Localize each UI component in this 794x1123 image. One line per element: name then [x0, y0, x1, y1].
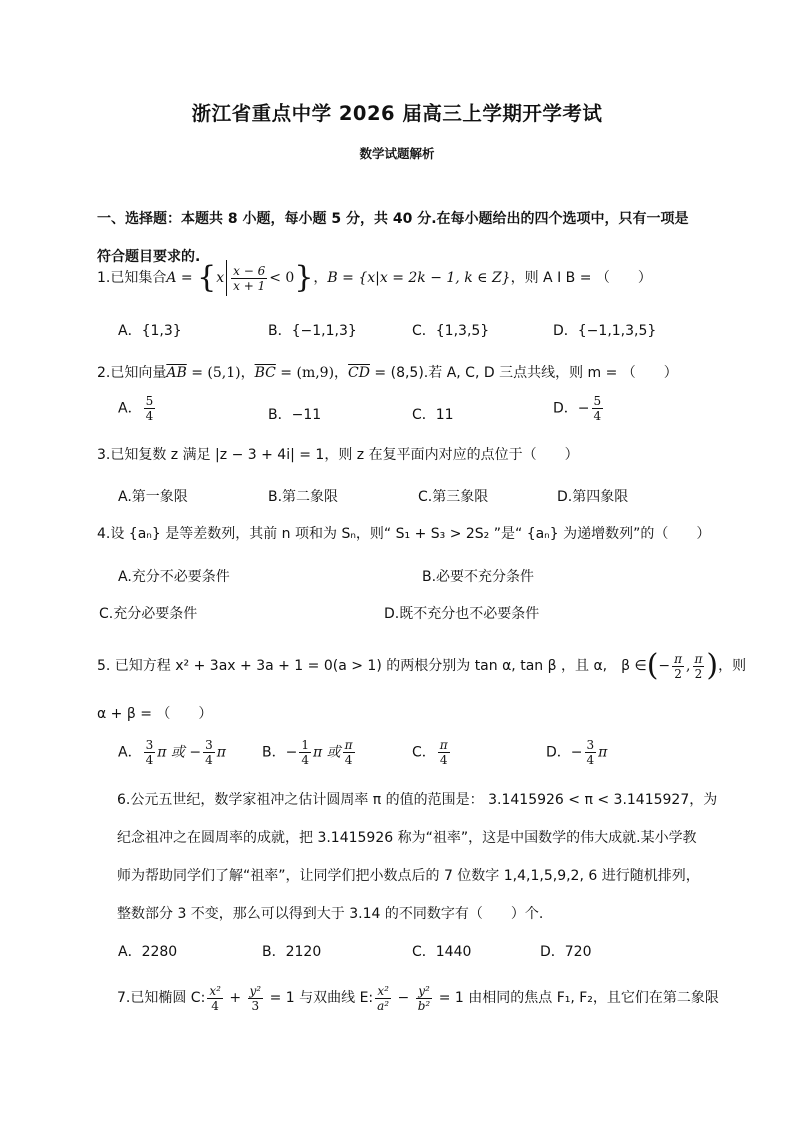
q2-vector-bc-value: = (m,9)，	[275, 365, 349, 381]
q7-hyperbola-b2: b²	[417, 998, 431, 1013]
q5-tail: ，则	[718, 658, 747, 674]
q6-option-a: A．2280	[118, 944, 178, 960]
q5-option-a-num2: 3	[205, 738, 213, 752]
q5-option-b-label: B．−	[262, 744, 298, 761]
q5-option-b-num: 1	[301, 738, 309, 752]
q5-interval-two-2: 2	[694, 666, 703, 681]
q7-hyperbola-a2: a²	[377, 998, 390, 1013]
q1-set-b: B = {x|x = 2k − 1, k ∈ Z}	[327, 270, 511, 286]
q6-option-d: D．720	[540, 944, 592, 960]
question-4-stem: 4.设 {aₙ} 是等差数列，其前 n 项和为 Sₙ，则“ S₁ + S₃ > 2S₂ ”是“ {aₙ} 为递增数列”的（ ）	[97, 526, 711, 542]
q1-prefix: 1.已知集合	[97, 270, 167, 286]
q1-set-a-var: x	[216, 270, 225, 286]
q3-option-c: C.第三象限	[418, 489, 489, 505]
q5-option-a-pi: π	[216, 744, 226, 761]
q7-hyperbola-y2: y²	[416, 984, 433, 999]
q7-ellipse-y2: y²	[249, 983, 262, 998]
q1-set-a-name: A	[166, 270, 177, 286]
question-6-line1: 6.公元五世纪，数学家祖冲之估计圆周率 π 的值的范围是： 3.1415926 < π < 3.1415927，为	[117, 792, 718, 808]
q5-option-a-den1: 4	[145, 753, 154, 767]
q5-option-a-label: A．	[118, 744, 142, 761]
question-6-line3: 师为帮助同学们了解“祖率”，让同学们把小数点后的 7 位数字 1,4,1,5,9,2, 6 进行随机排列，	[117, 868, 700, 884]
q5-option-c	[412, 738, 452, 767]
q2-prefix: 2.已知向量	[97, 365, 167, 381]
q5-option-c-den: 4	[439, 753, 448, 767]
q1-fraction-den: x + 1	[233, 278, 266, 293]
q2-option-d-label: D．−	[553, 400, 590, 417]
q1-option-b: B．{−1,1,3}	[268, 323, 357, 339]
q2-vector-ab-value: = (5,1)，	[186, 365, 255, 381]
q5-option-b-pi: π	[344, 738, 353, 752]
q5-text: 5. 已知方程 x² + 3ax + 3a + 1 = 0(a > 1) 的两根分别为 tan α, tan β ，且 α, β ∈	[97, 658, 647, 674]
question-1-stem: 1.已知集合A = {x $\frac{x - 6}{x + 1}$ < 0}，B = {x|x = 2k − 1, k ∈ Z}，则 A I B = （ ）	[97, 260, 652, 295]
question-6-line4: 整数部分 3 不变，那么可以得到大于 3.14 的不同数字有（ ）个.	[117, 906, 544, 922]
q2-option-a-num: 5	[145, 394, 154, 408]
q5-option-d-pi: π	[598, 744, 608, 761]
q7-ellipse-three: 3	[251, 998, 260, 1013]
q2-option-b: B．−11	[268, 407, 322, 423]
question-5-stem: 5. 已知方程 x² + 3ax + 3a + 1 = 0(a > 1) 的两根分别为 tan α, tan β ，且 α, β ∈(− $\frac{\pi}{2}$ , $\frac{\pi}{2}$ )，则	[97, 648, 747, 683]
q2-vector-ab: $\overline{AB}$	[166, 365, 187, 381]
q5-interval-two-1: 2	[674, 666, 682, 681]
q1-option-a: A．{1,3}	[118, 323, 182, 339]
q2-option-d	[553, 394, 605, 423]
q5-option-a	[118, 738, 226, 767]
q1-option-c: C．{1,3,5}	[412, 323, 490, 339]
q2-vector-cd: $\overline{CD}$	[348, 365, 370, 381]
q7-middle-text: = 1 与双曲线 E:	[265, 990, 374, 1006]
q2-option-c: C．11	[412, 407, 454, 423]
q7-ellipse-four: 4	[211, 998, 219, 1013]
q5-option-c-label: C．	[412, 744, 436, 761]
q1-option-d: D．{−1,1,3,5}	[553, 323, 657, 339]
q7-minus: −	[393, 990, 414, 1006]
q5-option-b-mid: π 或	[312, 744, 341, 761]
question-6-line2: 纪念祖冲之在圆周率的成就，把 3.1415926 称为“祖率”，这是中国数学的伟大成就.某小学教	[117, 830, 697, 846]
q2-option-a-den: 4	[145, 409, 154, 423]
q5-option-d-label: D．−	[546, 744, 583, 761]
q6-option-c: C．1440	[412, 944, 472, 960]
q4-option-b: B.必要不充分条件	[422, 569, 535, 585]
question-7-stem	[117, 978, 719, 1018]
q5-option-b	[262, 738, 357, 767]
q7-hyperbola-x2: x²	[375, 984, 391, 999]
q2-option-d-den: 4	[593, 409, 602, 423]
q2-option-d-num: 5	[593, 394, 602, 408]
q5-interval-pi-1: π	[674, 651, 683, 666]
q1-relation: < 0	[269, 270, 295, 286]
q3-option-d: D.第四象限	[557, 489, 629, 505]
q5-option-c-pi: π	[439, 738, 448, 752]
q7-tail: = 1 由相同的焦点 F₁, F₂，且它们在第二象限	[434, 990, 719, 1006]
section-heading-line1: 一、选择题：本题共 8 小题，每小题 5 分，共 40 分.在每小题给出的四个选项中，只有一项是	[97, 211, 689, 227]
q7-plus: +	[224, 990, 246, 1006]
q1-fraction-num: x − 6	[233, 263, 266, 278]
q2-option-a	[118, 394, 157, 423]
q5-option-a-mid: π 或 −	[157, 744, 202, 761]
q5-option-d-num: 3	[586, 738, 595, 752]
q7-ellipse-x2: x²	[209, 983, 221, 998]
section-heading-line2: 符合题目要求的.	[97, 249, 201, 265]
q7-prefix: 7.已知椭圆 C:	[117, 990, 206, 1006]
question-2-stem	[97, 362, 702, 382]
q1-tail: ，则 A I B = （ ）	[510, 270, 652, 286]
q5-option-a-num1: 3	[145, 738, 154, 752]
q5-option-b-den2: 4	[344, 753, 353, 767]
q5-option-d-den: 4	[586, 753, 595, 767]
question-5-line2: α + β = （ ）	[97, 706, 213, 722]
question-3-stem: 3.已知复数 z 满足 |z − 3 + 4i| = 1，则 z 在复平面内对应的点位于（ ）	[97, 447, 579, 463]
q4-option-a: A.充分不必要条件	[118, 569, 230, 585]
q3-option-a: A.第一象限	[118, 489, 188, 505]
q5-option-d	[546, 738, 607, 767]
q4-option-d: D.既不充分也不必要条件	[384, 606, 540, 622]
q2-option-a-label: A．	[118, 400, 142, 417]
exam-title: 浙江省重点中学 2026 届高三上学期开学考试	[191, 102, 603, 125]
q4-option-c: C.充分必要条件	[99, 606, 198, 622]
q5-option-b-den: 4	[301, 753, 309, 767]
q5-option-a-den2: 4	[205, 753, 213, 767]
q1-fraction	[231, 264, 267, 293]
q2-vector-cd-value: = (8,5).若 A, C, D 三点共线，则 m = （ ）	[369, 365, 678, 381]
q3-option-b: B.第二象限	[268, 489, 339, 505]
exam-subtitle: 数学试题解析	[359, 146, 435, 161]
q6-option-b: B．2120	[262, 944, 322, 960]
q5-interval-pi-2: π	[694, 651, 703, 666]
q2-vector-bc: $\overline{BC}$	[254, 365, 276, 381]
